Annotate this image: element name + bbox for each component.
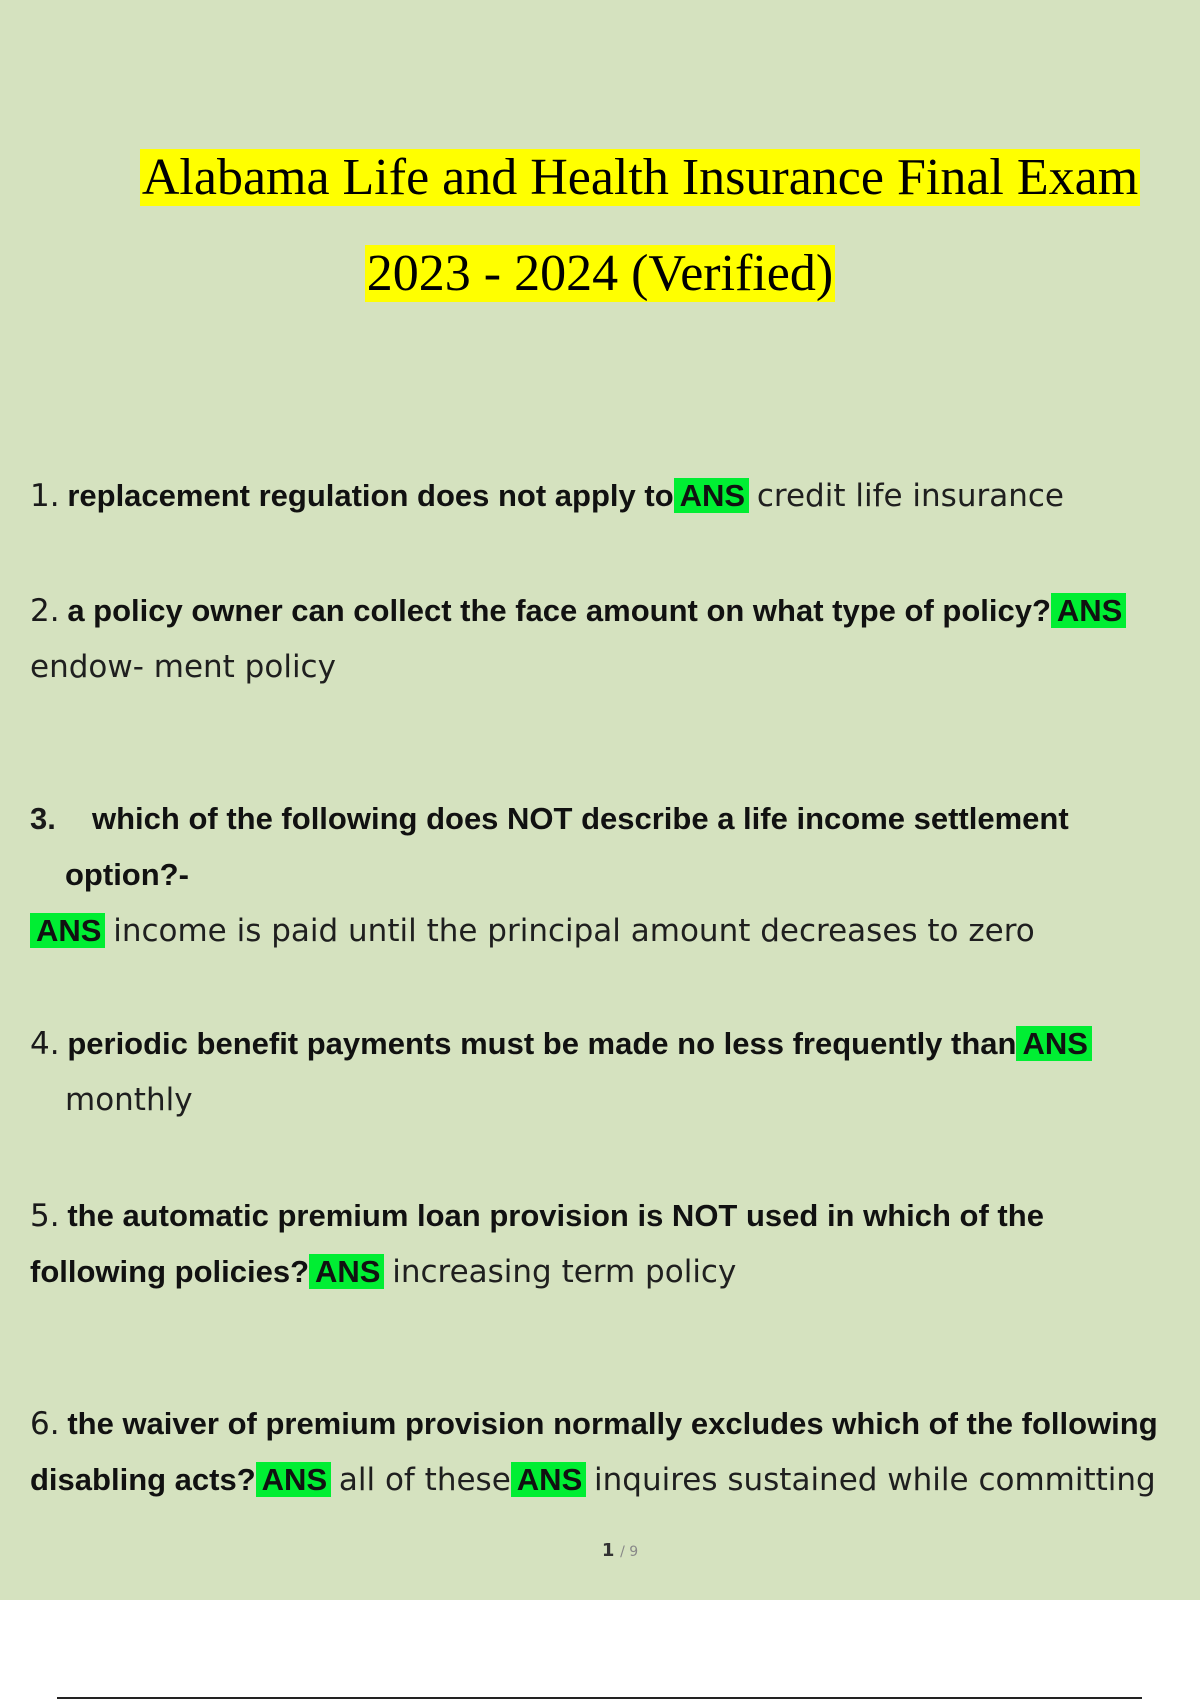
question-text: the automatic premium loan provision is NOT used in which of the [67,1198,1044,1233]
current-page: 1 [601,1540,615,1561]
answer-text: monthly [65,1082,193,1118]
question-text-continued: disabling acts? [30,1462,256,1497]
ans-label: ANS [1016,1026,1091,1061]
question-item [30,1396,1200,1508]
question-text: periodic benefit payments must be made no less frequently than [67,1026,1017,1061]
question-number: 1. [30,478,60,514]
answer-text: income is paid until the principal amount decreases to zero [113,913,1035,949]
question-text: which of the following does NOT describe a life income settlement [92,801,1069,836]
divider [57,1697,1142,1699]
question-item [30,583,1200,695]
title-line-2: 2023 - 2024 (Verified) [366,245,834,302]
answer-text-continued: inquires sustained while committing [594,1462,1156,1498]
answer-text: all of these [338,1462,511,1498]
document-title [0,130,1200,322]
question-item [30,1188,1200,1300]
question-text: replacement regulation does not apply to [67,478,674,513]
answer-text: increasing term policy [392,1254,737,1290]
ans-label: ANS [1051,593,1126,628]
question-number: 3. [30,801,56,836]
title-line-1: Alabama Life and Health Insurance Final Exam [141,149,1139,206]
question-item [30,791,1200,959]
total-pages: / 9 [620,1544,639,1560]
ans-label: ANS [30,913,105,948]
question-text-continued: following policies? [30,1254,309,1289]
answer-text: endow- ment policy [30,649,336,685]
question-item [30,468,1200,524]
question-number: 5. [30,1198,60,1234]
question-item [30,1016,1200,1128]
answer-text: credit life insurance [756,478,1064,514]
question-number: 4. [30,1026,60,1062]
question-number: 2. [30,593,60,629]
ans-label: ANS [256,1462,331,1497]
page-indicator [0,1540,1200,1561]
question-text: a policy owner can collect the face amount on what type of policy? [67,593,1051,628]
ans-label: ANS [309,1254,384,1289]
question-text: the waiver of premium provision normally excludes which of the following [67,1406,1158,1441]
question-number: 6. [30,1406,60,1442]
ans-label: ANS [511,1462,586,1497]
ans-label: ANS [674,478,749,513]
question-text-continued: option?- [65,857,189,892]
